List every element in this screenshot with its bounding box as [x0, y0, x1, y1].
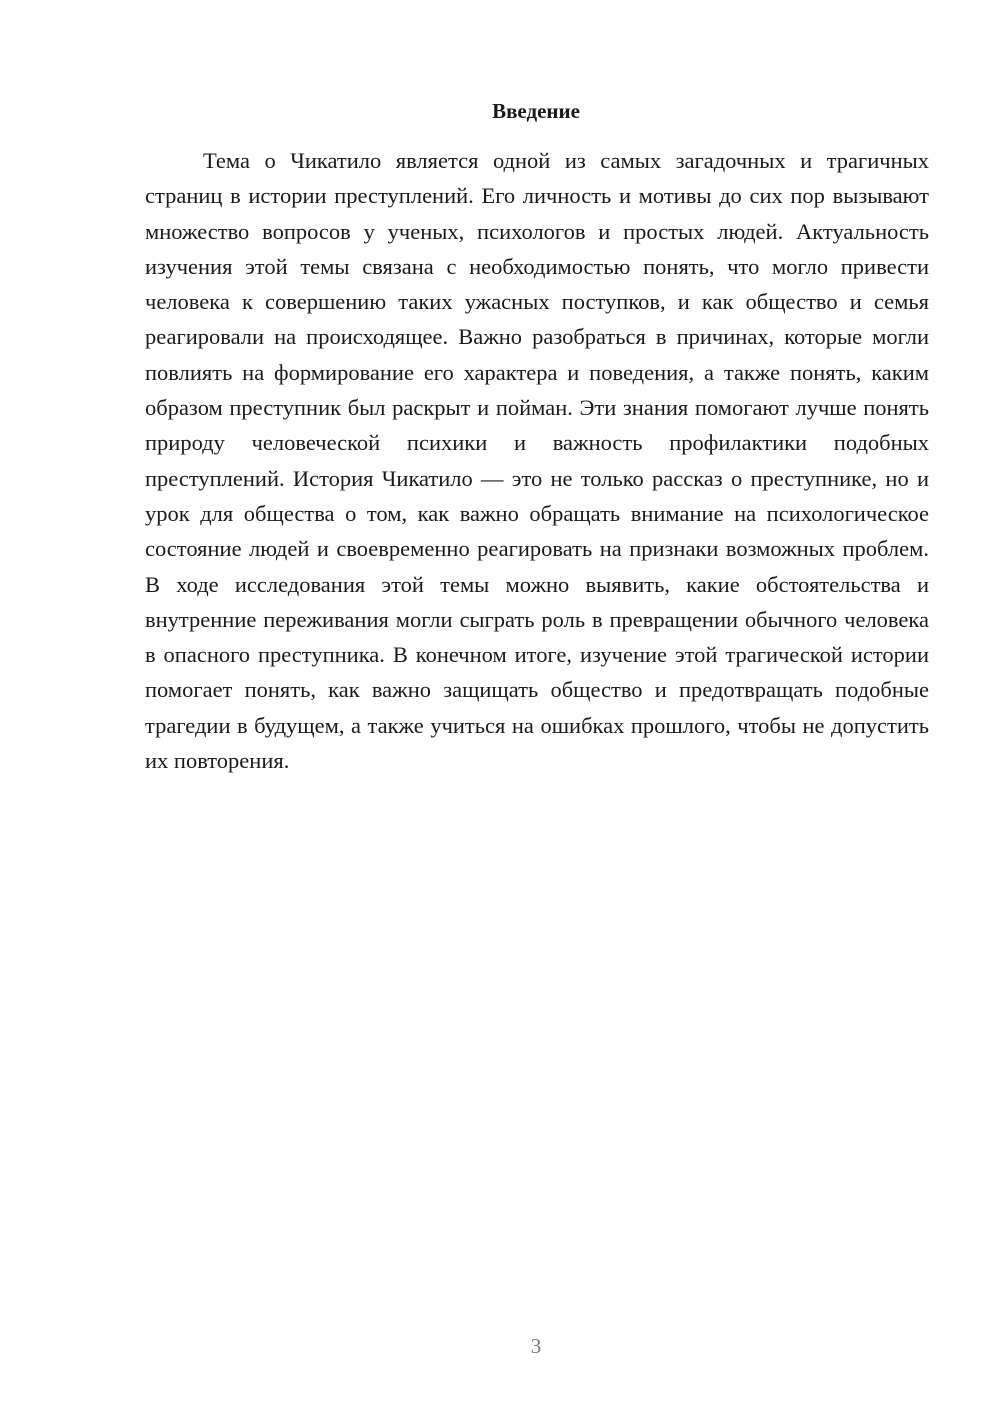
body-paragraph: Тема о Чикатило является одной из самых загадочных и трагичных страниц в истории преступлений. Его личность и мотивы до сих пор вызывают множество вопросов у ученых, психологов и простых людей. Актуальность изучения этой темы связана с необходимостью понять, что могло привести человека к совершению таких ужасных поступков, и как общество и семья реагировали на происходящее. Важно разобраться в причинах, которые могли повлиять на формирование его характера и поведения, а также понять, каким образом преступник был раскрыт и пойман. Эти знания помогают лучше понять природу человеческой психики и важность профилактики подобных преступлений. История Чикатило — это не только рассказ о преступнике, но и урок для общества о том, как важно обращать внимание на психологическое состояние людей и своевременно реагировать на признаки возможных проблем. В ходе исследования этой темы можно выявить, какие обстоятельства и внутренние переживания могли сыграть роль в превращении обычного человека в опасного преступника. В конечном итоге, изучение этой трагической истории помогает понять, как важно защищать общество и предотвращать подобные трагедии в будущем, а также учиться на ошибках прошлого, чтобы не допустить их повторения.: [145, 148, 929, 774]
section-heading: Введение: [492, 99, 580, 123]
page-number: 3: [530, 1334, 542, 1358]
